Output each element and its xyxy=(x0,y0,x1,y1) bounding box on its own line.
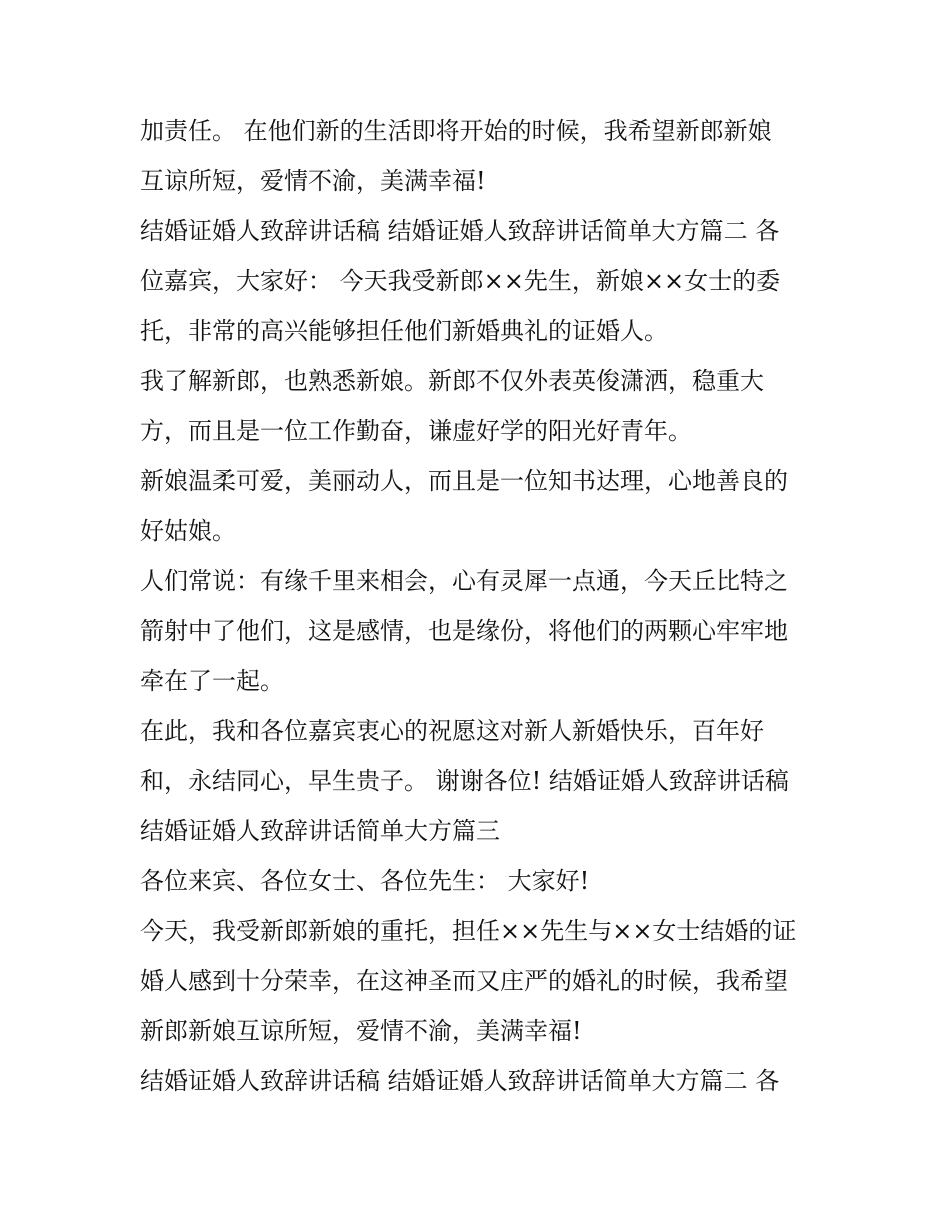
text-line: 加责任。 在他们新的生活即将开始的时候，我希望新郎新娘 xyxy=(140,117,772,145)
text-line: 方，而且是一位工作勤奋，谦虚好学的阳光好青年。 xyxy=(140,417,692,445)
text-line: 在此，我和各位嘉宾衷心的祝愿这对新人新婚快乐，百年好 xyxy=(140,717,764,745)
text-line: 我了解新郎，也熟悉新娘。新郎不仅外表英俊潇洒，稳重大 xyxy=(140,367,764,395)
text-line: 和，永结同心，早生贵子。 谢谢各位! 结婚证婚人致辞讲话稿 xyxy=(140,767,789,795)
text-line: 位嘉宾，大家好： 今天我受新郎××先生，新娘××女士的委 xyxy=(140,267,781,295)
text-line: 各位来宾、各位女士、各位先生： 大家好! xyxy=(140,867,590,895)
text-line: 婚人感到十分荣幸，在这神圣而又庄严的婚礼的时候，我希望 xyxy=(140,967,788,995)
text-line: 托，非常的高兴能够担任他们新婚典礼的证婚人。 xyxy=(140,317,668,345)
document-body xyxy=(140,106,830,1106)
text-line: 牵在了一起。 xyxy=(140,667,284,695)
text-line: 结婚证婚人致辞讲话简单大方篇三 xyxy=(140,817,500,845)
text-line: 人们常说：有缘千里来相会，心有灵犀一点通，今天丘比特之 xyxy=(140,567,788,595)
text-line: 新郎新娘互谅所短，爱情不渝，美满幸福! xyxy=(140,1017,582,1045)
text-line: 结婚证婚人致辞讲话稿 结婚证婚人致辞讲话简单大方篇二 各 xyxy=(140,217,780,245)
text-line: 新娘温柔可爱，美丽动人，而且是一位知书达理，心地善良的 xyxy=(140,467,788,495)
text-line: 箭射中了他们，这是感情，也是缘份，将他们的两颗心牢牢地 xyxy=(140,617,788,645)
text-line: 互谅所短，爱情不渝，美满幸福! xyxy=(140,167,486,195)
text-line: 今天，我受新郎新娘的重托，担任××先生与××女士结婚的证 xyxy=(140,917,797,945)
text-line: 结婚证婚人致辞讲话稿 结婚证婚人致辞讲话简单大方篇二 各 xyxy=(140,1067,780,1095)
text-line: 好姑娘。 xyxy=(140,517,236,545)
